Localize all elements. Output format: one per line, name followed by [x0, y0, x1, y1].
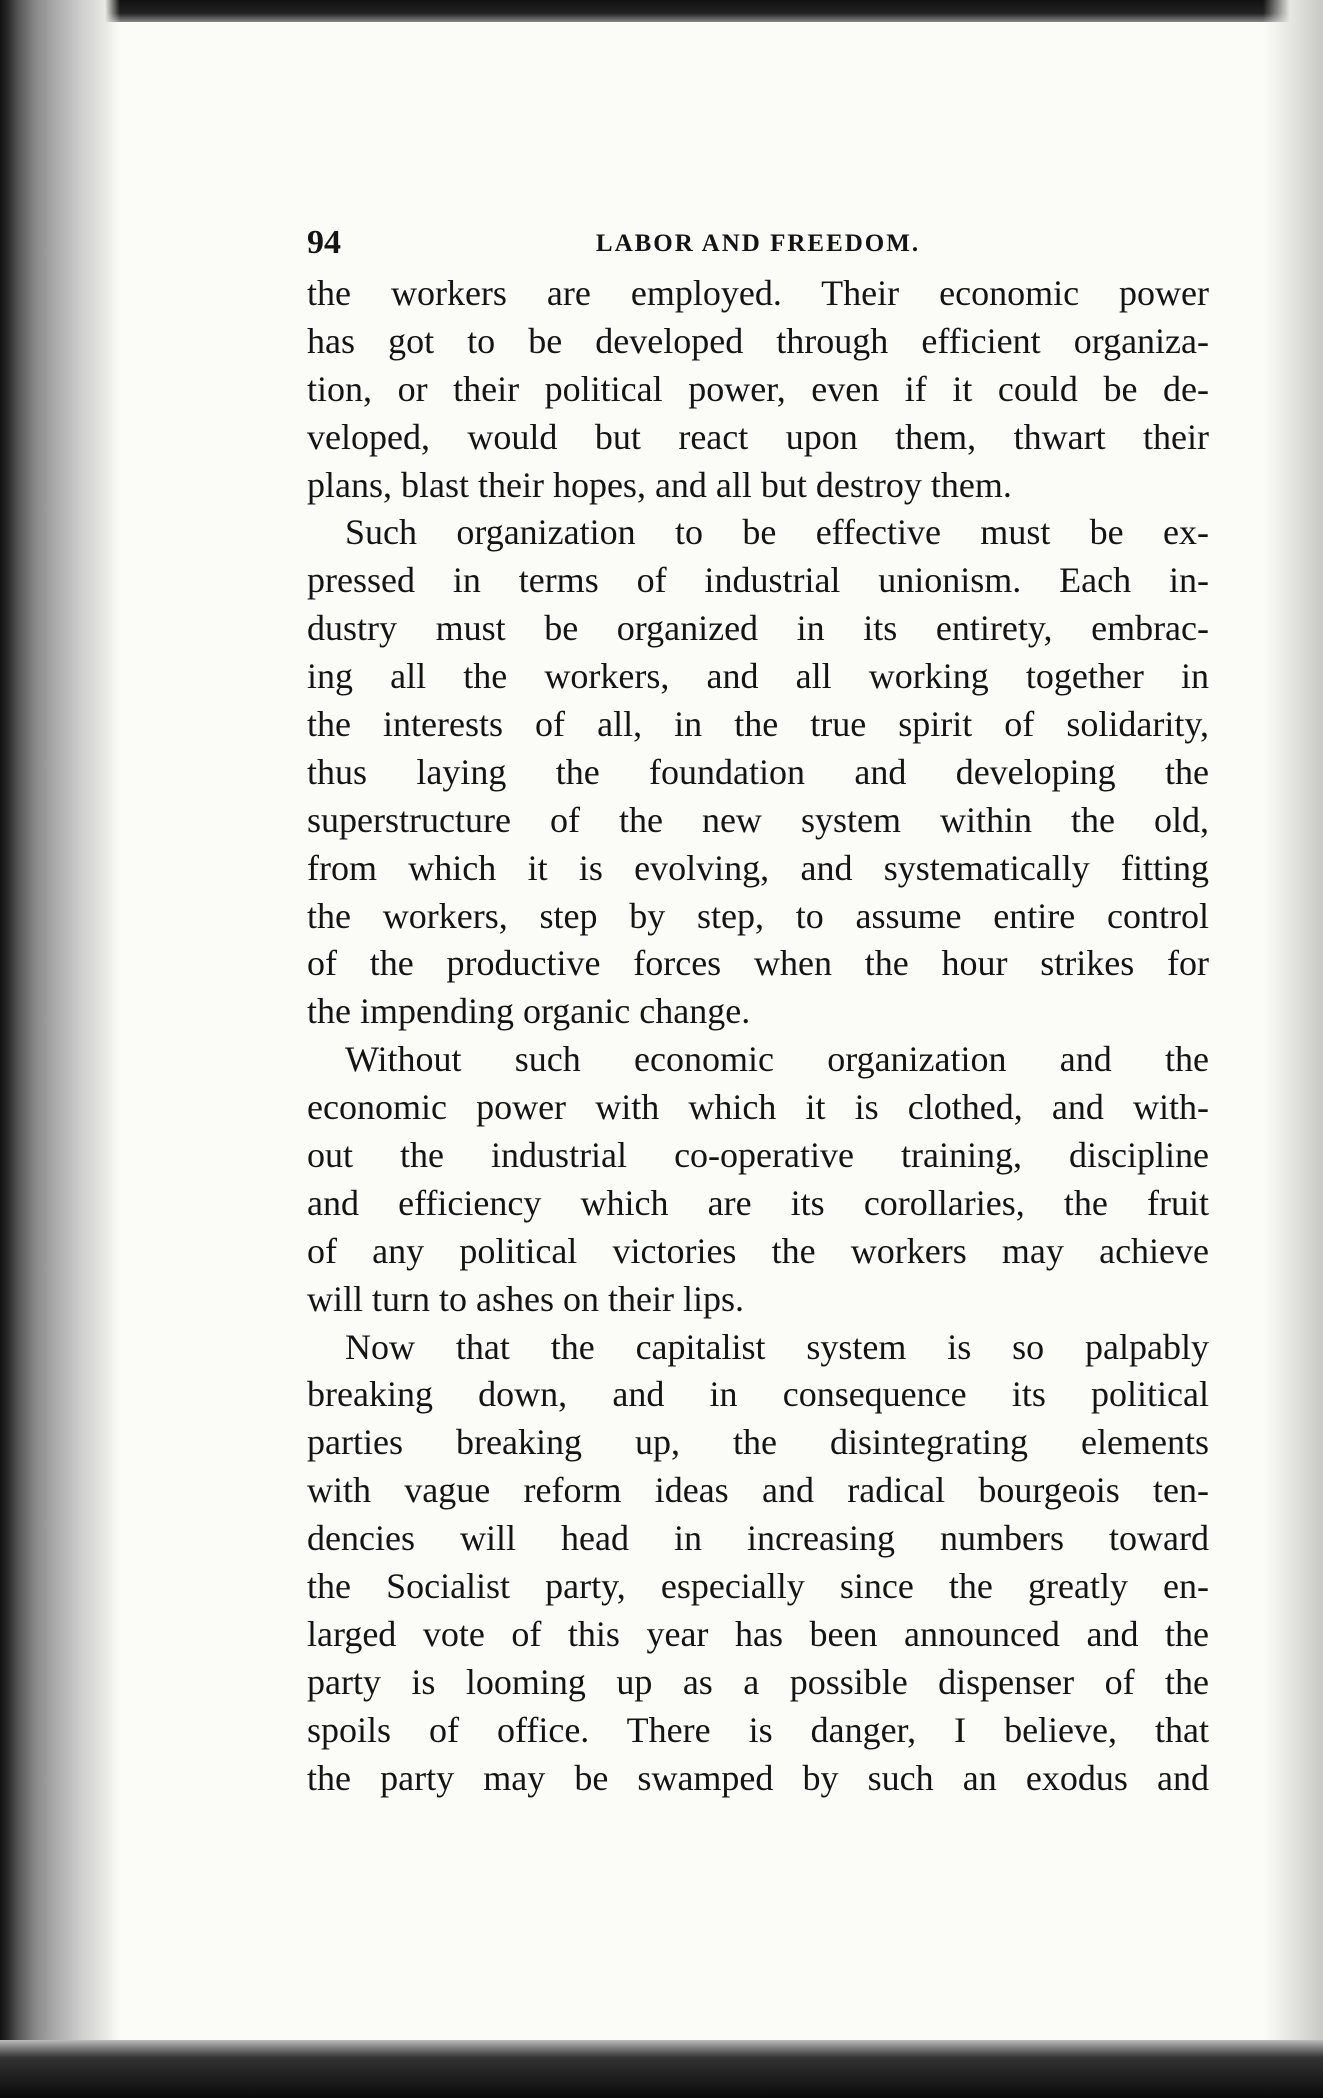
text-line: the workers, step by step, to assume entire control [307, 895, 1209, 936]
text-line: will turn to ashes on their lips. [307, 1278, 744, 1319]
paragraph [307, 509, 1209, 1036]
text-line: dencies will head in increasing numbers toward [307, 1518, 1209, 1559]
running-title: LABOR AND FREEDOM. [595, 230, 921, 257]
text-line: the impending organic change. [307, 991, 751, 1032]
text-line: out the industrial co-operative training, discipline [307, 1135, 1209, 1176]
text-line: the party may be swamped by such an exodus and [307, 1757, 1209, 1798]
text-line: the workers are employed. Their economic power [307, 273, 1209, 313]
book-page [307, 212, 1209, 1803]
text-line: the interests of all, in the true spirit of solidarity, [307, 704, 1209, 745]
scan-bottom-edge [0, 2040, 1323, 2098]
text-line: has got to be developed through efficient organiza- [307, 320, 1209, 361]
text-line: Without such economic organization and the [345, 1039, 1209, 1080]
text-line: veloped, would but react upon them, thwart their [307, 416, 1209, 457]
scan-top-edge [0, 0, 1323, 22]
text-line: thus laying the foundation and developing the [307, 751, 1209, 792]
text-line: Now that the capitalist system is so palpably [345, 1326, 1209, 1367]
text-line: the Socialist party, especially since the greatly en- [307, 1566, 1209, 1607]
body-text [307, 270, 1209, 1803]
text-line: larged vote of this year has been announced and the [307, 1613, 1209, 1654]
text-line: parties breaking up, the disintegrating elements [307, 1422, 1209, 1463]
paragraph [307, 1324, 1209, 1803]
text-line: tion, or their political power, even if it could be de- [307, 368, 1209, 409]
text-line: pressed in terms of industrial unionism. Each in- [307, 560, 1209, 601]
text-line: ing all the workers, and all working together in [307, 656, 1209, 697]
text-line: plans, blast their hopes, and all but destroy them. [307, 464, 1012, 505]
text-line: and efficiency which are its corollaries, the fruit [307, 1182, 1209, 1223]
text-line: Such organization to be effective must be ex- [345, 512, 1209, 553]
text-line: breaking down, and in consequence its political [307, 1374, 1209, 1415]
running-head [307, 212, 1209, 270]
page-edge-shadow [1263, 0, 1323, 2098]
text-line: economic power with which it is clothed, and with- [307, 1087, 1209, 1128]
text-line: party is looming up as a possible dispenser of the [307, 1661, 1209, 1702]
text-line: of the productive forces when the hour strikes for [307, 943, 1209, 984]
text-line: of any political victories the workers may achieve [307, 1230, 1209, 1271]
paragraph [307, 1036, 1209, 1323]
text-line: with vague reform ideas and radical bourgeois ten- [307, 1470, 1209, 1511]
paragraph [307, 270, 1209, 509]
text-line: spoils of office. There is danger, I believe, that [307, 1709, 1209, 1750]
text-line: from which it is evolving, and systematically fitting [307, 847, 1209, 888]
text-line: dustry must be organized in its entirety, embrac- [307, 608, 1209, 649]
text-line: superstructure of the new system within the old, [307, 799, 1209, 840]
book-binding-shadow [0, 0, 120, 2098]
page-number: 94 [307, 224, 341, 261]
